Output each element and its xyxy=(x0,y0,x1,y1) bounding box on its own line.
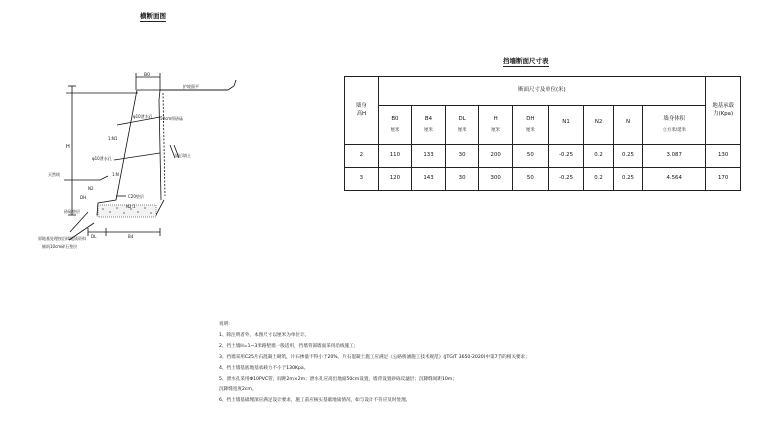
col-header xyxy=(378,106,412,145)
col-wall-height: 墙身高H xyxy=(345,77,379,145)
label-ground-line: 天然线 xyxy=(48,172,60,177)
table-cell: 0.2 xyxy=(584,145,613,168)
label-bottom-ratio: N2:1 xyxy=(126,204,136,209)
notes-heading: 说明: xyxy=(219,322,230,327)
col-header-name: B0 xyxy=(391,116,399,123)
table-cell: 143 xyxy=(412,168,446,191)
col-header-name: N xyxy=(625,119,630,126)
col-header-name: DH xyxy=(526,116,535,123)
col-header-unit: 立方米/延米 xyxy=(662,127,686,133)
table-cell: -0.25 xyxy=(548,145,584,168)
col-bearing: 地基承载力(Kpa) xyxy=(706,77,741,145)
note-line: 2、挡土墙H=1~3米路堑墙一般适用，挡墙背部墙面采用沿线施工； xyxy=(219,343,359,349)
table-cell: 2 xyxy=(345,145,379,168)
col-header xyxy=(643,106,706,145)
section-title: 横断面图 xyxy=(140,12,166,20)
table-cell: 130 xyxy=(706,145,741,168)
col-header xyxy=(412,106,446,145)
label-concrete-base: C20垫层 xyxy=(128,194,144,199)
table-cell: 110 xyxy=(378,145,412,168)
col-header-unit: 厘米 xyxy=(457,127,467,133)
label-base-note: 原地基处理按沿线地质资料 xyxy=(38,236,86,241)
table-row xyxy=(345,168,741,191)
col-header-unit: 厘米 xyxy=(390,127,400,133)
table-cell: 3 xyxy=(345,168,379,191)
table-cell: 50 xyxy=(512,145,548,168)
col-header-name: N1 xyxy=(562,119,570,126)
label-backfill: 墙后填土 xyxy=(175,153,191,158)
label-n2: N2 xyxy=(88,186,94,191)
table-row xyxy=(345,145,741,168)
table-cell: 3.087 xyxy=(643,145,706,168)
table-cell: 4.564 xyxy=(643,168,706,191)
table-cell: 300 xyxy=(479,168,513,191)
col-header-unit: 厘米 xyxy=(424,127,433,133)
label-weep-hole-mid: φ10泄水孔 xyxy=(92,156,112,161)
label-step-n: 1:N xyxy=(112,172,119,177)
note-line: 6、挡土墙基础埋深应满足设计要求，施工前应核实基础地质情况，如与设计不符应及时处理。 xyxy=(219,398,411,404)
label-gravel-bed: 砂砾垫层 xyxy=(64,209,80,214)
col-header xyxy=(479,106,513,145)
table-cell: -0.25 xyxy=(548,168,584,191)
label-slope-top: 护坡面平 xyxy=(183,84,199,89)
col-header xyxy=(445,106,479,145)
label-slope-ratio: 1:N1 xyxy=(108,136,118,141)
table-cell: 0.25 xyxy=(613,168,642,191)
table-cell: 200 xyxy=(479,145,513,168)
table-cell: 50 xyxy=(512,168,548,191)
col-header-name: DL xyxy=(458,116,466,123)
col-header xyxy=(512,106,548,145)
table-cell: 0.2 xyxy=(584,168,613,191)
table-cell: 120 xyxy=(378,168,412,191)
label-height: H xyxy=(66,144,70,150)
note-line: 3、挡墙采用C25片石混凝土砌筑，片石掺量不得小于20%，片石混凝土施工应满足《公路桥涵施工技术规范》(JTG/T 3650-2020)中第7节的相关要求； xyxy=(219,354,530,360)
note-line: 5、泄水孔采用Φ10PVC管，间距2m×2m；泄水孔应高出地面50cm设置，墙背设置砂砾反滤层；沉降缝间距10m； xyxy=(219,376,457,382)
table-title: 挡墙断面尺寸表 xyxy=(503,57,549,65)
table-cell: 170 xyxy=(706,168,741,191)
cross-section-drawing xyxy=(0,0,340,260)
note-line: 4、挡土墙基底地基承载力不小于130Kpa。 xyxy=(219,365,309,371)
table-cell: 133 xyxy=(412,145,446,168)
col-header-unit: 厘米 xyxy=(525,127,535,133)
label-bedding-note: 铺筑10cm碎石垫层 xyxy=(42,244,78,249)
col-header xyxy=(613,106,642,145)
group-header: 断面尺寸及单位(米) xyxy=(378,77,706,106)
label-dl: DL xyxy=(91,234,97,239)
col-header-name: B4 xyxy=(424,116,433,123)
label-b0: B0 xyxy=(144,73,150,78)
notes-block xyxy=(219,320,539,407)
col-header xyxy=(548,106,584,145)
col-header-name: N2 xyxy=(594,119,603,126)
col-header xyxy=(584,106,613,145)
note-line: 沉降缝宽度2cm。 xyxy=(219,387,257,393)
col-header-unit: 厘米 xyxy=(491,127,501,133)
table-cell: 0.25 xyxy=(613,145,642,168)
label-gravel-layer: 50cm厚砂砾 xyxy=(160,116,184,121)
label-weep-hole-top: φ10泄水孔 xyxy=(133,114,153,119)
label-dh: DH xyxy=(80,195,87,200)
col-header-name: 墙身体积 xyxy=(663,116,685,123)
col-header-name: H xyxy=(493,116,498,123)
table-cell: 30 xyxy=(445,168,479,191)
note-line: 1、除注明者外，本图尺寸以厘米为单位计。 xyxy=(219,332,310,338)
table-cell: 30 xyxy=(445,145,479,168)
dimension-table xyxy=(344,76,741,191)
label-b4: B4 xyxy=(128,234,134,239)
